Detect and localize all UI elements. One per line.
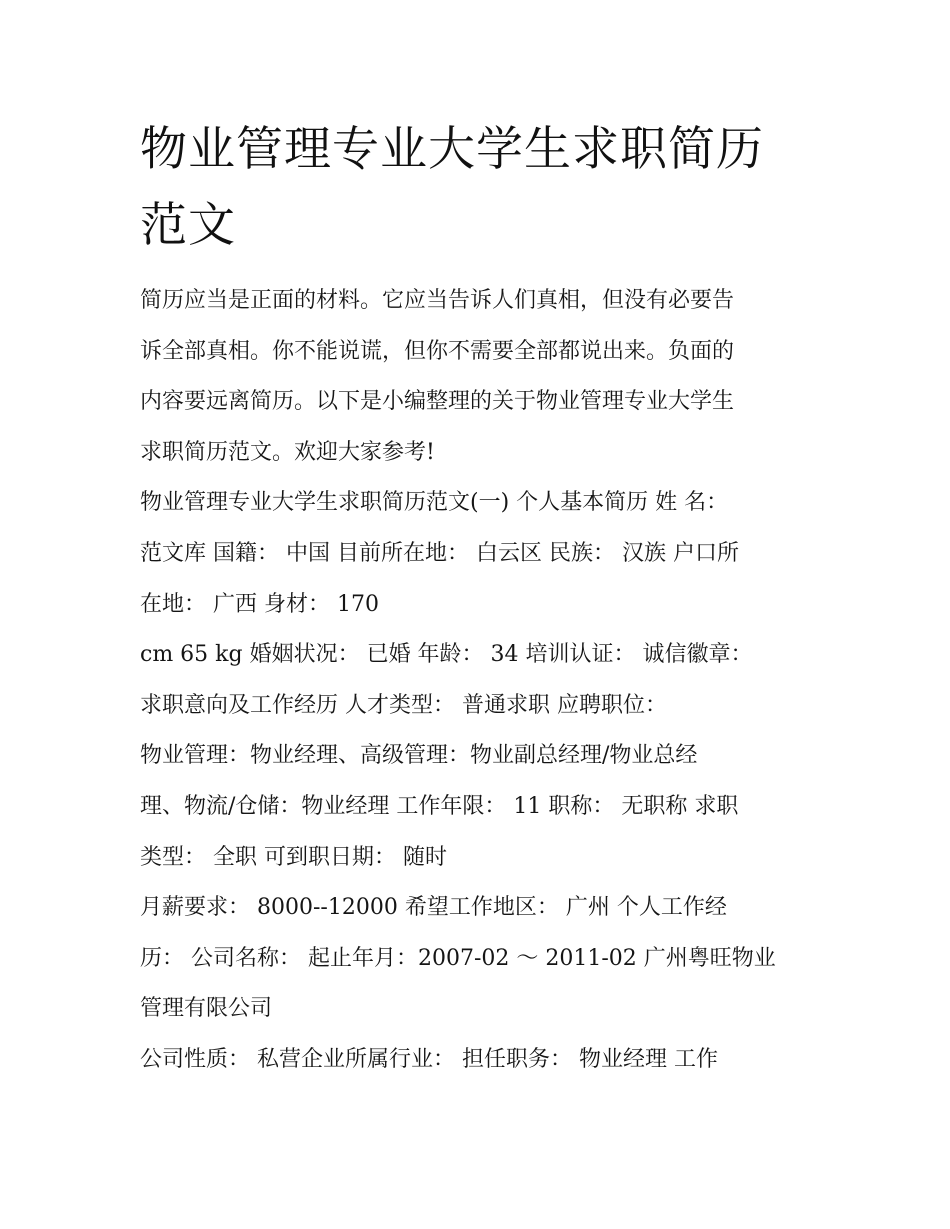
body-line: 类型： 全职 可到职日期： 随时 [140,844,447,870]
body-line: 简历应当是正面的材料。它应当告诉人们真相，但没有必要告 [140,288,735,313]
body-line: 物业管理：物业经理、高级管理：物业副总经理/物业总经 [140,743,698,769]
body-line: 在地： 广西 身材： 170 [140,591,379,617]
body-line: 求职意向及工作经历 人才类型： 普通求职 应聘职位： [140,692,667,718]
body-line: cm 65 kg 婚姻状况： 已婚 年龄： 34 培训认证： 诚信徽章： [140,642,753,668]
body-line: 范文库 国籍： 中国 目前所在地： 白云区 民族： 汉族 户口所 [140,540,739,566]
document-title [140,112,820,264]
body-line: 内容要远离简历。以下是小编整理的关于物业管理专业大学生 [140,389,735,415]
body-line: 求职简历范文。欢迎大家参考! [140,439,435,465]
document-body [140,276,830,1086]
body-line: 历： 公司名称： 起止年月：2007-02 ～ 2011-02 广州粤旺物业 [140,945,776,971]
body-line: 理、物流/仓储：物业经理 工作年限： 11 职称： 无职称 求职 [140,793,739,819]
body-line: 管理有限公司 [140,996,273,1022]
title-line: 范文 [140,198,236,253]
body-line: 公司性质： 私营企业所属行业： 担任职务： 物业经理 工作 [140,1046,718,1072]
body-line: 月薪要求： 8000--12000 希望工作地区： 广州 个人工作经 [140,895,727,921]
body-line: 诉全部真相。你不能说谎，但你不需要全部都说出来。负面的 [140,338,735,364]
title-line: 物业管理专业大学生求职简历 [140,122,764,177]
body-line: 物业管理专业大学生求职简历范文(一) 个人基本简历 姓 名： [140,490,729,516]
